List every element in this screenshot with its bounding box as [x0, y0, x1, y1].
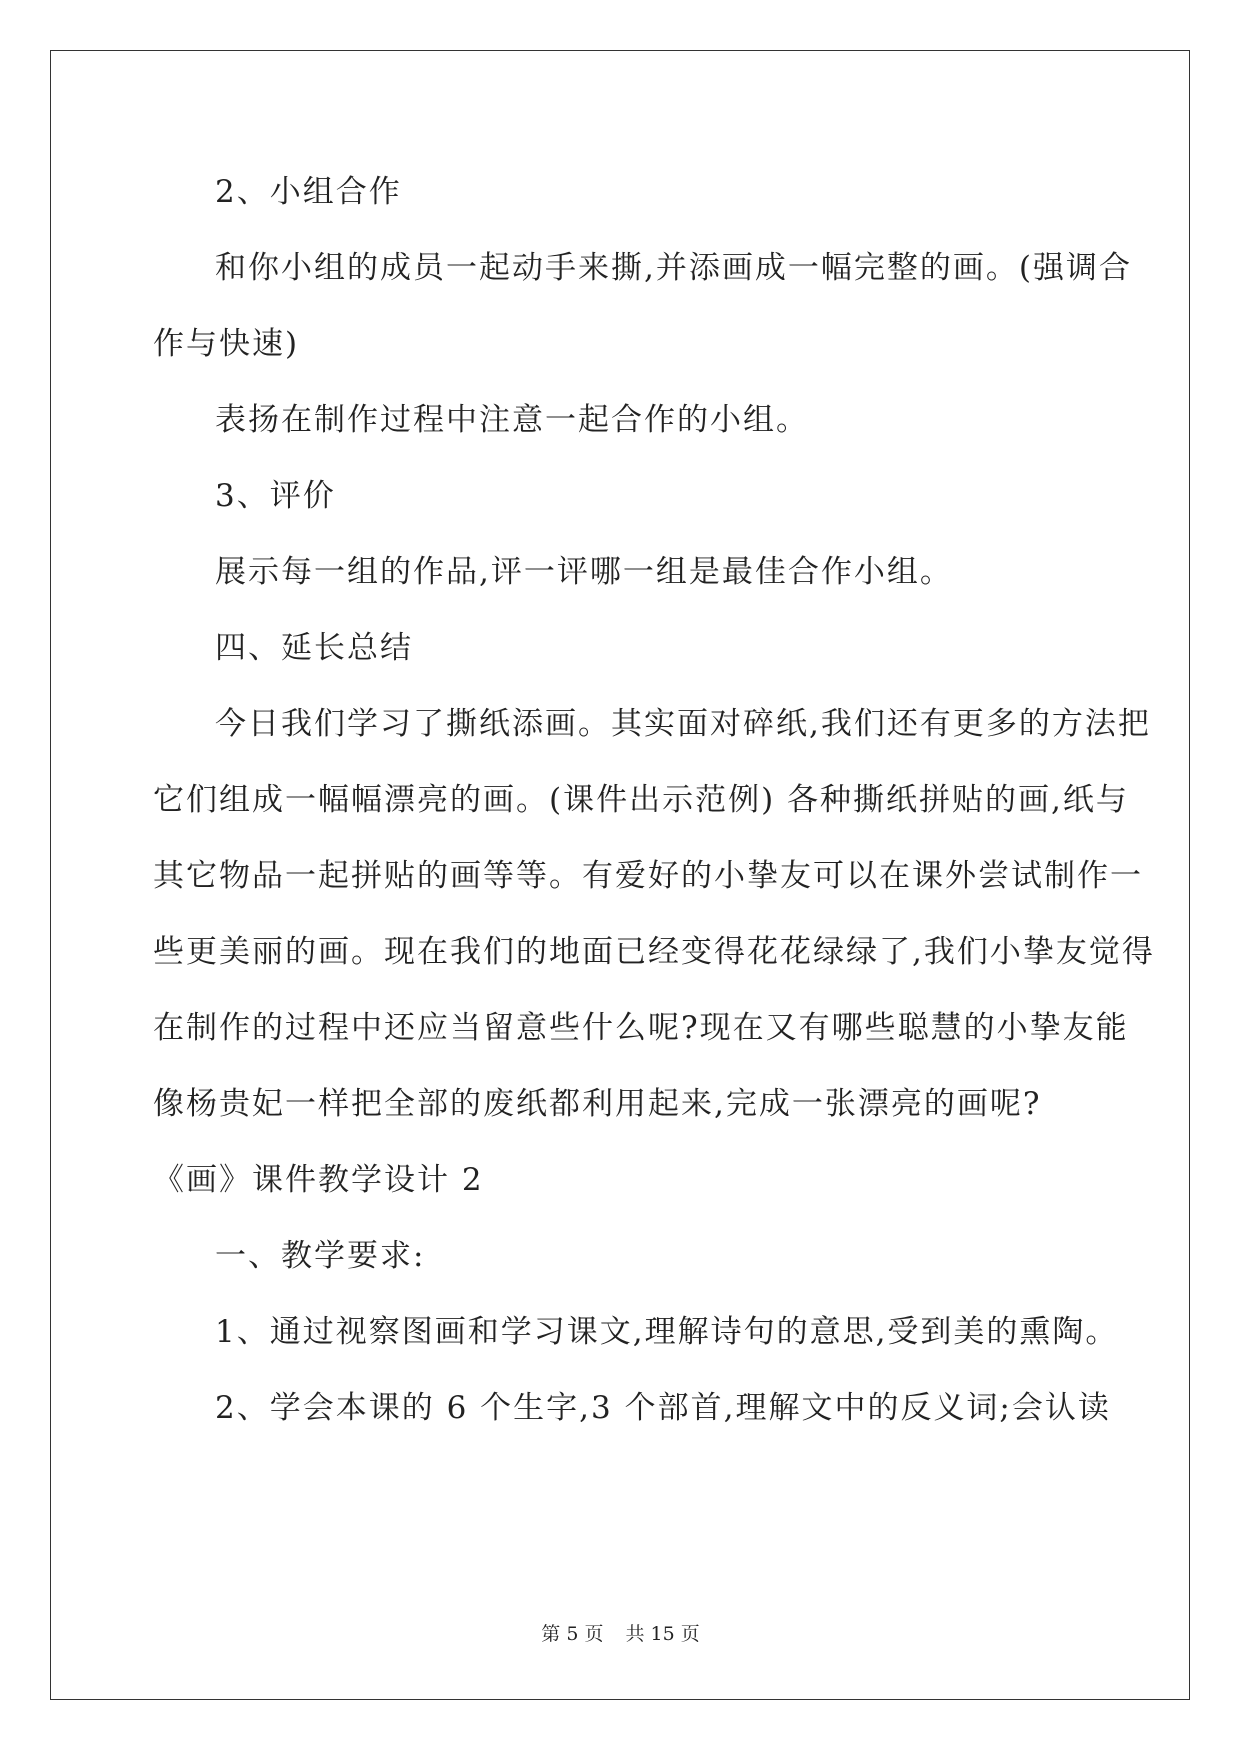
paragraph-line: 表扬在制作过程中注意一起合作的小组。 — [215, 402, 809, 438]
section-heading-group-work: 2、小组合作 — [215, 174, 402, 210]
list-item: 2、学会本课的 6 个生字,3 个部首,理解文中的反义词;会认读 — [215, 1390, 1111, 1426]
paragraph-line: 像杨贵妃一样把全部的废纸都利用起来,完成一张漂亮的画呢? — [153, 1086, 1042, 1122]
paragraph-line: 它们组成一幅幅漂亮的画。(课件出示范例) 各种撕纸拼贴的画,纸与 — [153, 782, 1129, 818]
paragraph-line: 展示每一组的作品,评一评哪一组是最佳合作小组。 — [215, 554, 953, 590]
paragraph-line: 今日我们学习了撕纸添画。其实面对碎纸,我们还有更多的方法把 — [215, 706, 1151, 742]
paragraph-line: 其它物品一起拼贴的画等等。有爱好的小挚友可以在课外尝试制作一 — [153, 858, 1143, 894]
list-item: 1、通过视察图画和学习课文,理解诗句的意思,受到美的熏陶。 — [215, 1314, 1119, 1350]
page-total: 共 15 页 — [625, 1623, 700, 1645]
section-heading-evaluation: 3、评价 — [215, 478, 336, 514]
paragraph-line: 在制作的过程中还应当留意些什么呢?现在又有哪些聪慧的小挚友能 — [153, 1010, 1129, 1046]
section-heading-summary: 四、延长总结 — [215, 630, 413, 666]
paragraph-line: 些更美丽的画。现在我们的地面已经变得花花绿绿了,我们小挚友觉得 — [153, 934, 1155, 970]
section-heading-teaching-requirements: 一、教学要求: — [215, 1238, 426, 1274]
document-title: 《画》课件教学设计 2 — [153, 1162, 484, 1198]
page-number: 第 5 页 — [541, 1623, 604, 1645]
page-footer — [0, 1622, 1241, 1646]
paragraph-line: 和你小组的成员一起动手来撕,并添画成一幅完整的画。(强调合 — [215, 250, 1132, 286]
paragraph-line: 作与快速) — [153, 326, 300, 362]
